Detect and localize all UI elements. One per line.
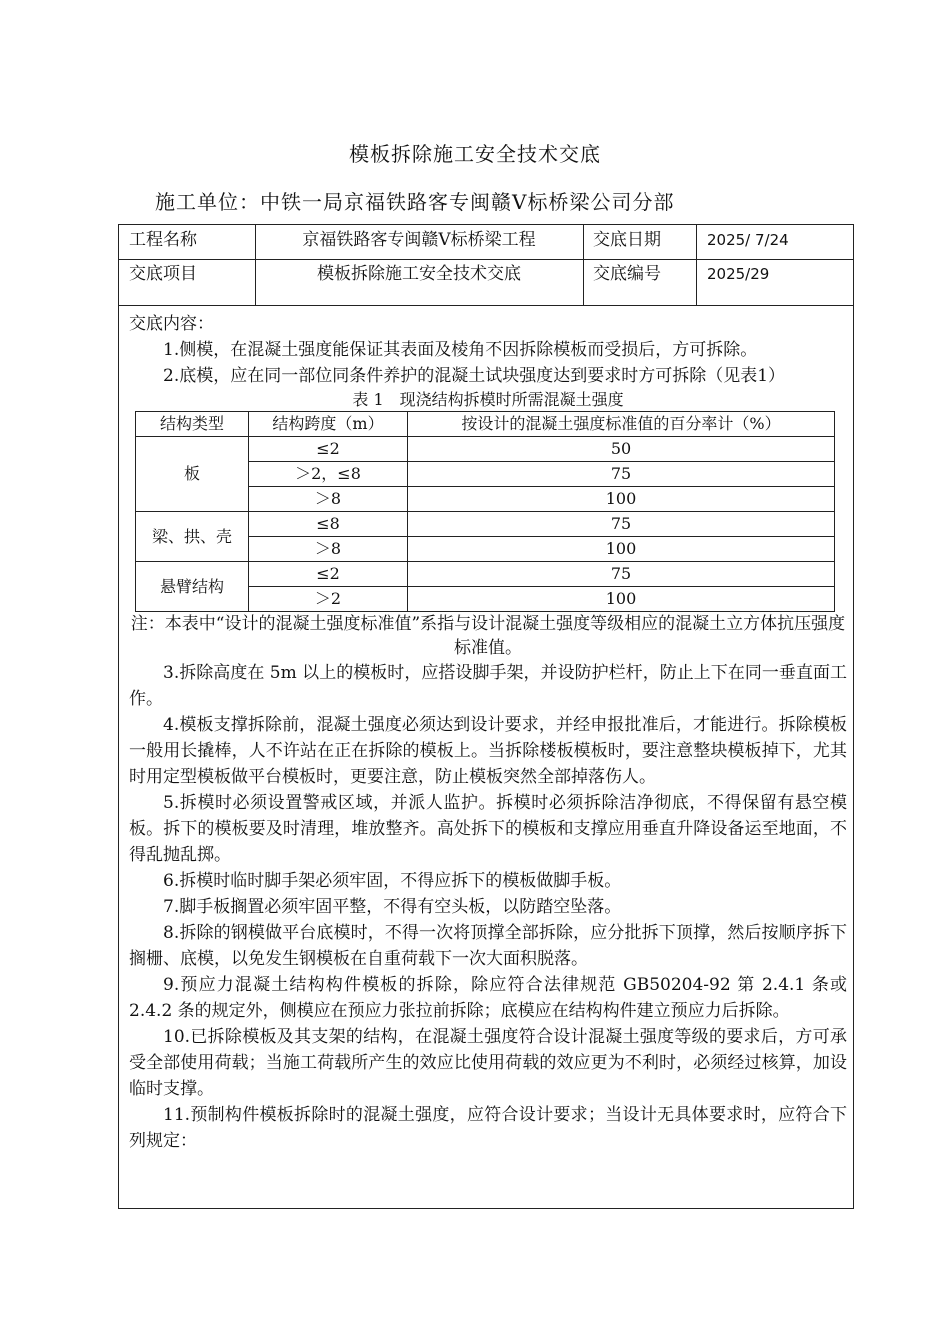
divider xyxy=(696,225,697,305)
table-row xyxy=(136,562,835,587)
structure-type-cell: 悬臂结构 xyxy=(136,562,249,612)
project-value: 京福铁路客专闽赣Ⅴ标桥梁工程 xyxy=(302,230,536,250)
table-row xyxy=(136,512,835,537)
span-cell: ≤2 xyxy=(249,562,408,587)
document-title: 模板拆除施工安全技术交底 xyxy=(349,142,601,166)
table-row xyxy=(136,437,835,462)
header-row-2 xyxy=(119,259,853,306)
col-header-span: 结构跨度（m） xyxy=(249,412,408,437)
structure-type-cell: 梁、拱、壳 xyxy=(136,512,249,562)
date-value: 2025/ 7/24 xyxy=(707,231,789,249)
project-label: 工程名称 xyxy=(129,230,197,250)
number-value: 2025/29 xyxy=(707,265,770,283)
span-cell: ＞8 xyxy=(249,537,408,562)
span-cell: ≤2 xyxy=(249,437,408,462)
span-cell: ＞8 xyxy=(249,487,408,512)
paragraph-10: 10.已拆除模板及其支架的结构，在混凝土强度符合设计混凝土强度等级的要求后，方可承受全部使用荷载；当施工荷载所产生的效应比使用荷载的效应更为不利时，必须经过核算，加设临时支撑。 xyxy=(129,1027,847,1099)
col-header-type: 结构类型 xyxy=(136,412,249,437)
paragraph-2: 2.底模，应在同一部位同条件养护的混凝土试块强度达到要求时方可拆除（见表1） xyxy=(163,366,786,386)
strength-table xyxy=(135,411,835,612)
header-row-1 xyxy=(119,225,853,260)
paragraph-5: 5.拆模时必须设置警戒区域，并派人监护。拆模时必须拆除洁净彻底，不得保留有悬空模板。拆下的模板要及时清理，堆放整齐。高处拆下的模板和支撑应用垂直升降设备运至地面，不得乱抛乱掷。 xyxy=(129,793,847,865)
divider xyxy=(255,225,256,305)
paragraph-1: 1.侧模，在混凝土强度能保证其表面及棱角不因拆除模板而受损后，方可拆除。 xyxy=(163,340,758,360)
table-header-row xyxy=(136,412,835,437)
paragraph-6: 6.拆模时临时脚手架必须牢固，不得应拆下的模板做脚手板。 xyxy=(163,871,622,891)
structure-type-cell: 板 xyxy=(136,437,249,512)
paragraph-9: 9.预应力混凝土结构构件模板的拆除，除应符合法律规范 GB50204-92 第 2.4.1 条或 2.4.2 条的规定外，侧模应在预应力张拉前拆除；底模应在结构构件建立预应力后拆除。 xyxy=(129,975,847,1021)
content-heading: 交底内容： xyxy=(129,314,214,334)
disclosure-form xyxy=(118,224,854,1209)
item-label: 交底项目 xyxy=(129,264,197,284)
item-value: 模板拆除施工安全技术交底 xyxy=(317,264,521,284)
percent-cell: 75 xyxy=(408,562,835,587)
paragraph-3: 3.拆除高度在 5m 以上的模板时，应搭设脚手架，并设防护栏杆，防止上下在同一垂直面工作。 xyxy=(129,663,847,709)
paragraph-4: 4.模板支撑拆除前，混凝土强度必须达到设计要求，并经申报批准后，才能进行。拆除模板一般用长撬棒，人不许站在正在拆除的模板上。当拆除楼板模板时，要注意整块模板掉下，尤其时用定型模板做平台模板时，更要注意，防止模板突然全部掉落伤人。 xyxy=(129,715,847,787)
span-cell: ＞2 xyxy=(249,587,408,612)
number-label: 交底编号 xyxy=(593,264,661,284)
percent-cell: 75 xyxy=(408,512,835,537)
divider xyxy=(583,225,584,305)
construction-unit: 施工单位：中铁一局京福铁路客专闽赣Ⅴ标桥梁公司分部 xyxy=(155,190,675,214)
percent-cell: 100 xyxy=(408,487,835,512)
span-cell: ＞2，≤8 xyxy=(249,462,408,487)
col-header-percent: 按设计的混凝土强度标准值的百分率计（%） xyxy=(408,412,835,437)
disclosure-content xyxy=(129,311,847,1154)
paragraph-8: 8.拆除的钢模做平台底模时，不得一次将顶撑全部拆除，应分批拆下顶撑，然后按顺序拆下搁栅、底模，以免发生钢模板在自重荷载下一次大面积脱落。 xyxy=(129,923,847,969)
paragraph-7: 7.脚手板搁置必须牢固平整，不得有空头板，以防踏空坠落。 xyxy=(163,897,622,917)
percent-cell: 100 xyxy=(408,537,835,562)
date-label: 交底日期 xyxy=(593,230,661,250)
paragraph-11: 11.预制构件模板拆除时的混凝土强度，应符合设计要求；当设计无具体要求时，应符合下列规定： xyxy=(129,1105,847,1151)
table-caption: 表 1 现浇结构拆模时所需混凝土强度 xyxy=(352,390,624,409)
table-note: 注：本表中“设计的混凝土强度标准值”系指与设计混凝土强度等级相应的混凝土立方体抗压强度标准值。 xyxy=(130,614,846,658)
percent-cell: 50 xyxy=(408,437,835,462)
span-cell: ≤8 xyxy=(249,512,408,537)
percent-cell: 100 xyxy=(408,587,835,612)
percent-cell: 75 xyxy=(408,462,835,487)
